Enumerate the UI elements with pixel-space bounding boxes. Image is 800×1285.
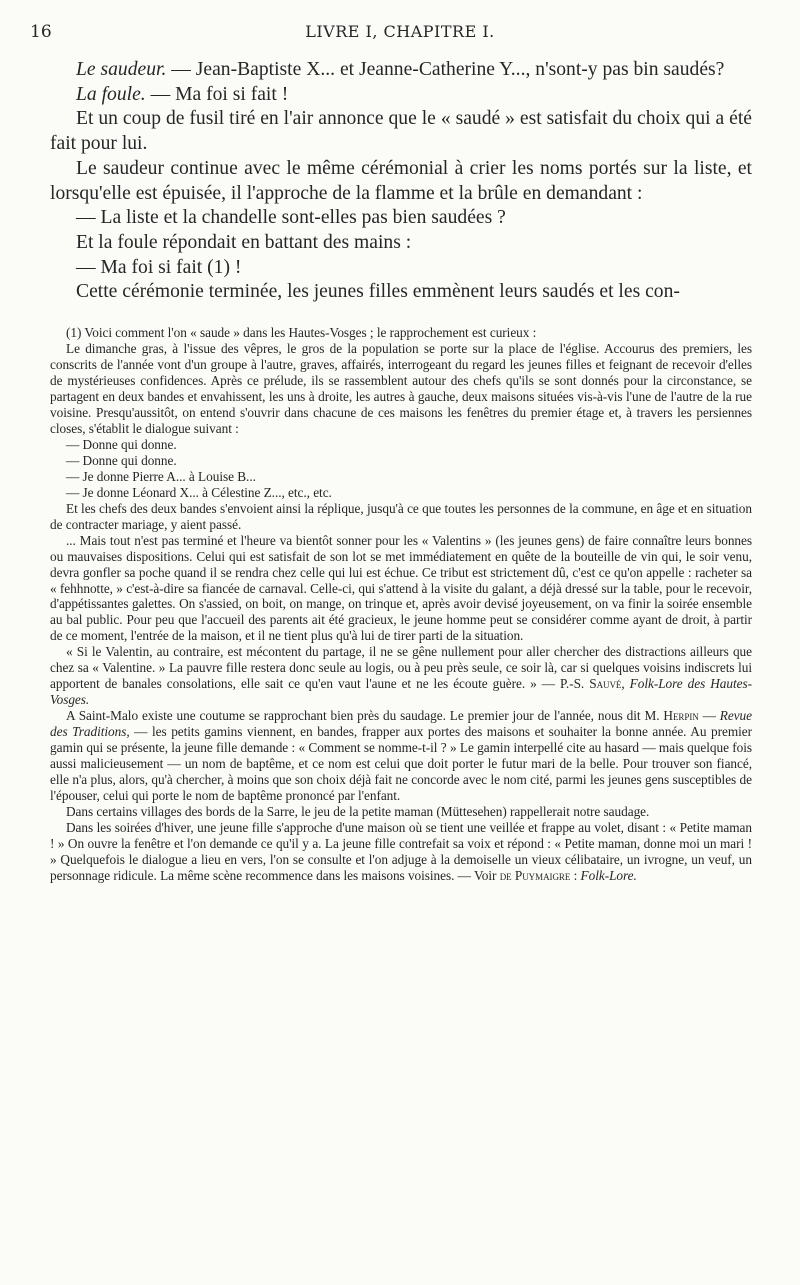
footnote-paragraph: A Saint-Malo existe une coutume se rapprochant bien près du saudage. Le premier jour de l'année, nous dit M. Herpin — Revue des Traditions, — les petits gamins viennent, en bandes, frapper aux portes des maisons et souhaiter la bonne année. Au premier gamin qui se présente, la jeune fille demande : « Comment se nomme-t-il ? » Le gamin interpellé cite au hasard — mais quelque fois aussi malicieusement — un nom de baptême, et ce nom est celui que doit porter le futur mari de la belle. Pour trouver son fiancé, elle n'a plus, alors, qu'à chercher, à moins que son choix déjà fait ne concorde avec le nom cité, parmi les jeunes gens susceptibles de l'épouser, celui qui porte le nom de baptême prononcé par l'enfant. xyxy=(50,708,752,804)
footnote-paragraph: Dans certains villages des bords de la Sarre, le jeu de la petite maman (Müttesehen) rappellerait notre saudage. xyxy=(66,804,650,820)
citation-author: de Puymaigre xyxy=(499,867,571,883)
page-number: 16 xyxy=(30,22,52,42)
paragraph: — La liste et la chandelle sont-elles pas bien saudées ? xyxy=(76,207,506,229)
citation-author: Herpin xyxy=(663,708,699,724)
paragraph: Le saudeur continue avec le même cérémonial à crier les noms portés sur la liste, et lorsqu'elle est épuisée, il l'approche de la flamme et la brûle en demandant : xyxy=(50,157,752,204)
citation-title: Revue des Traditions, xyxy=(50,708,752,740)
main-text xyxy=(50,58,752,305)
speaker-label: La foule. xyxy=(76,83,146,105)
footnote-paragraph: Dans les soirées d'hiver, une jeune fille s'approche d'une maison où se tient une veillée et frappe au volet, disant : « Petite maman ! » On ouvre la fenêtre et l'on demande ce qu'il y a. La jeune fille contrefait sa voix et répond : « Petite maman, donne moi un mari ! » Quelquefois le dialogue a lieu en vers, l'on se consulte et l'on adjuge à la demoiselle un vieux célibataire, un ivrogne, un veuf, un personnage ridicule. La même scène recommence dans les maisons voisines. — Voir de Puymaigre : Folk-Lore. xyxy=(50,820,752,883)
footnote-paragraph: « Si le Valentin, au contraire, est mécontent du partage, il ne se gêne nullement pour aller chercher des distractions ailleurs que chez sa « Valentine. » La pauvre fille restera donc seule au logis, ou à peu près seule, ce soir là, car si quelques voisins indiscrets lui apportent de banales consolations, elle sait ce qu'en vaut l'aune et ne les écoute guère. » — P.-S. Sauvé, Folk-Lore des Hautes-Vosges. xyxy=(50,644,752,708)
page-header xyxy=(30,22,770,44)
running-title: LIVRE I, CHAPITRE I. xyxy=(305,22,495,41)
citation-title: Folk-Lore des Hautes-Vosges. xyxy=(50,676,752,708)
paragraph: La foule. — Ma foi si fait ! xyxy=(76,83,289,105)
citation-author: Sauvé xyxy=(589,676,622,692)
footnote-paragraph: Et les chefs des deux bandes s'envoient ainsi la réplique, jusqu'à ce que toutes les personnes de la commune, en âge et en situation de contracter mariage, y aient passé. xyxy=(50,500,752,532)
footnote-paragraph: ... Mais tout n'est pas terminé et l'heure va bientôt sonner pour les « Valentins » (les jeunes gens) de faire connaître leurs bonnes ou mauvaises dispositions. Celui qui est satisfait de son lot se met immédiatement en quête de la bouteille de vin qui, le soir venu, devra gonfler sa poche quand il se rendra chez celle qui lui est échue. Ce tribut est strictement dû, c'est ce qu'on appelle : racheter sa « fehhnotte, » c'est-à-dire sa fiancée de carnaval. Celle-ci, qui s'attend à la visite du galant, a déjà dressé sur la table, pour le recevoir, d'appétissantes galettes. On s'assied, on boit, on mange, on trinque et, après avoir devisé joyeusement, on va finir la soirée ensemble au bal public. Pour peu que l'accueil des parents ait été gracieux, le jeune homme peut se considérer comme ayant de droit, à partir de ce moment, l'entrée de la maison, et il ne tient plus qu'à lui de tirer parti de la situation. xyxy=(50,532,752,644)
paragraph: Cette cérémonie terminée, les jeunes filles emmènent leurs saudés et les con- xyxy=(76,281,680,303)
paragraph: Le saudeur. — Jean-Baptiste X... et Jeanne-Catherine Y..., n'sont-y pas bin saudés? xyxy=(76,59,725,80)
speaker-label: Le saudeur. xyxy=(76,59,167,80)
paragraph: — Ma foi si fait (1) ! xyxy=(76,256,242,278)
dialogue-line: — Je donne Pierre A... à Louise B... xyxy=(66,468,256,484)
footnotes xyxy=(50,325,752,884)
footnote-paragraph: Le dimanche gras, à l'issue des vêpres, le gros de la population se porte sur la place de l'église. Accourus des premiers, les conscrits de l'année vont d'un groupe à l'autre, graves, affairés, interrogeant du regard les jeunes filles et feignant de recevoir d'elles de mystérieuses confidences. Après ce prélude, ils se rassemblent autour des chefs qu'ils se sont donnés pour la circonstance, se partagent en deux bandes et envahissent, les uns à droite, les autres à gauche, deux maisons situées vis-à-vis l'une de l'autre de la rue voisine. Presqu'aussitôt, on entend s'ouvrir dans chacune de ces maisons les fenêtres du premier étage et, à travers les persiennes closes, s'établit le dialogue suivant : xyxy=(50,340,752,436)
footnote: (1) Voici comment l'on « saude » dans les Hautes-Vosges ; le rapprochement est curieux : xyxy=(66,325,537,340)
dialogue-line: — Donne qui donne. xyxy=(66,452,177,468)
paragraph: Et la foule répondait en battant des mains : xyxy=(76,231,412,253)
dialogue-line: — Je donne Léonard X... à Célestine Z..., etc., etc. xyxy=(66,484,332,500)
paragraph: Et un coup de fusil tiré en l'air annonce que le « saudé » est satisfait du choix qui a été fait pour lui. xyxy=(50,108,752,155)
citation-title: Folk-Lore. xyxy=(580,867,637,883)
dialogue-line: — Donne qui donne. xyxy=(66,436,177,452)
